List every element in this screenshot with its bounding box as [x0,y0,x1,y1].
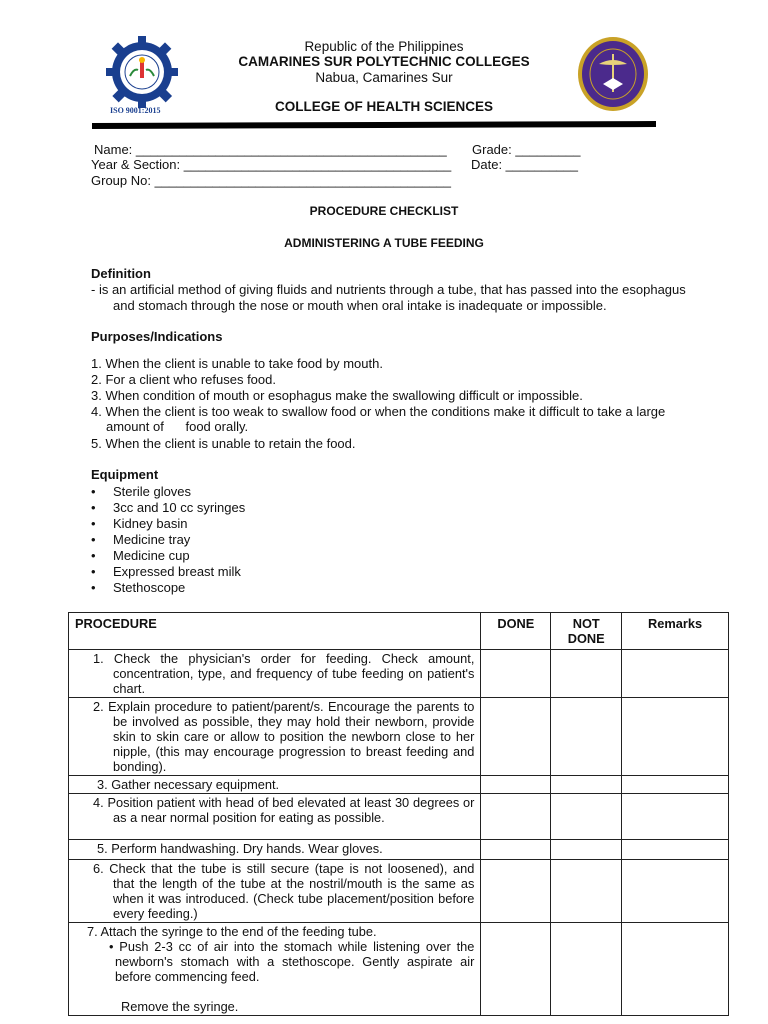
not-done-header: NOT DONE [551,613,622,650]
procedure-title: ADMINISTERING A TUBE FEEDING [284,236,484,250]
equipment-item: • Kidney basin [91,516,188,531]
year-section-field[interactable]: Year & Section: _____________________________________ [91,157,452,172]
group-field[interactable]: Group No: _________________________________________ [91,173,452,188]
definition-heading: Definition [91,266,151,281]
procedure-checklist-table [68,612,729,1016]
procedure-step: 3. Gather necessary equipment. [69,776,481,794]
done-cell[interactable] [481,698,551,776]
table-row [69,698,729,776]
table-header-row [69,613,729,650]
purpose-item: 4. When the client is too weak to swallow food or when the conditions make it difficult to take a large [91,404,666,419]
grade-field[interactable]: Grade: _________ [472,142,581,157]
done-header: DONE [481,613,551,650]
not-done-cell[interactable] [551,794,622,840]
purpose-item: 3. When condition of mouth or esophagus make the swallowing difficult or impossible. [91,388,583,403]
purposes-heading: Purposes/Indications [91,329,223,344]
equipment-item: • 3cc and 10 cc syringes [91,500,246,515]
done-cell[interactable] [481,923,551,1016]
procedure-step: 5. Perform handwashing. Dry hands. Wear gloves. [69,840,481,860]
equipment-list [91,484,245,596]
table-row [69,923,729,1016]
not-done-cell[interactable] [551,698,622,776]
definition-line-2: and stomach through the nose or mouth when oral intake is inadequate or impossible. [113,298,607,313]
definition-line-1: - is an artificial method of giving fluids and nutrients through a tube, that has passed into the esophagus [91,282,686,297]
step-7-main: 7. Attach the syringe to the end of the feeding tube. [87,924,377,939]
remarks-cell[interactable] [622,776,729,794]
purpose-item: 2. For a client who refuses food. [91,372,276,387]
equipment-item: • Stethoscope [91,580,186,595]
purpose-item-continued: amount of food orally. [106,419,249,434]
remarks-header: Remarks [622,613,729,650]
remarks-cell[interactable] [622,698,729,776]
procedure-step: 6. Check that the tube is still secure (tape is not loosened), and that the length of the tube at the nostril/mouth is the same as when it was introduced. (Check tube placement/position before every feeding.) [69,860,481,923]
done-cell[interactable] [481,650,551,698]
not-done-cell[interactable] [551,776,622,794]
purpose-item: 5. When the client is unable to retain the food. [91,436,356,451]
done-cell[interactable] [481,860,551,923]
remarks-cell[interactable] [622,794,729,840]
date-field[interactable]: Date: __________ [471,157,578,172]
department-name: COLLEGE OF HEALTH SCIENCES [274,99,493,114]
remarks-cell[interactable] [622,650,729,698]
step-7-remove: Remove the syringe. [121,999,239,1014]
not-done-cell[interactable] [551,923,622,1016]
equipment-item: • Medicine cup [91,548,190,563]
checklist-title: PROCEDURE CHECKLIST [309,204,459,218]
not-done-cell[interactable] [551,860,622,923]
iso-label: ISO 9001:2015 [110,106,161,115]
table-row [69,650,729,698]
procedure-header: PROCEDURE [69,613,481,650]
procedure-step: 1. Check the physician's order for feeding. Check amount, concentration, type, and frequency of tube feeding on patient's chart. [69,650,481,698]
equipment-item: • Expressed breast milk [91,564,241,579]
equipment-heading: Equipment [91,467,159,482]
done-cell[interactable] [481,776,551,794]
not-done-cell[interactable] [551,650,622,698]
table-row [69,776,729,794]
equipment-item: • Sterile gloves [91,484,192,499]
procedure-step [69,923,481,1016]
table-row [69,840,729,860]
remarks-cell[interactable] [622,840,729,860]
remarks-cell[interactable] [622,860,729,923]
procedure-step: 4. Position patient with head of bed elevated at least 30 degrees or as a near normal position for eating as possible. [69,794,481,840]
table-row [69,860,729,923]
not-done-cell[interactable] [551,840,622,860]
college-name: CAMARINES SUR POLYTECHNIC COLLEGES [238,54,530,69]
header-divider [92,121,656,129]
republic-text: Republic of the Philippines [304,39,464,54]
name-field[interactable]: Name: ___________________________________________ [94,142,447,157]
done-cell[interactable] [481,794,551,840]
table-row [69,794,729,840]
college-location: Nabua, Camarines Sur [315,70,453,85]
step-7-sub: • Push 2-3 cc of air into the stomach while listening over the newborn's stomach with a stethoscope. Gently aspirate air before commencing feed. [109,939,475,984]
equipment-item: • Medicine tray [91,532,191,547]
done-cell[interactable] [481,840,551,860]
purpose-item: 1. When the client is unable to take food by mouth. [91,356,383,371]
remarks-cell[interactable] [622,923,729,1016]
procedure-step: 2. Explain procedure to patient/parent/s. Encourage the parents to be involved as possible, they may hold their newborn, provide skin to skin care or allow to position the newborn close to her nipple, (this may encourage progression to breast feeding and bonding). [69,698,481,776]
